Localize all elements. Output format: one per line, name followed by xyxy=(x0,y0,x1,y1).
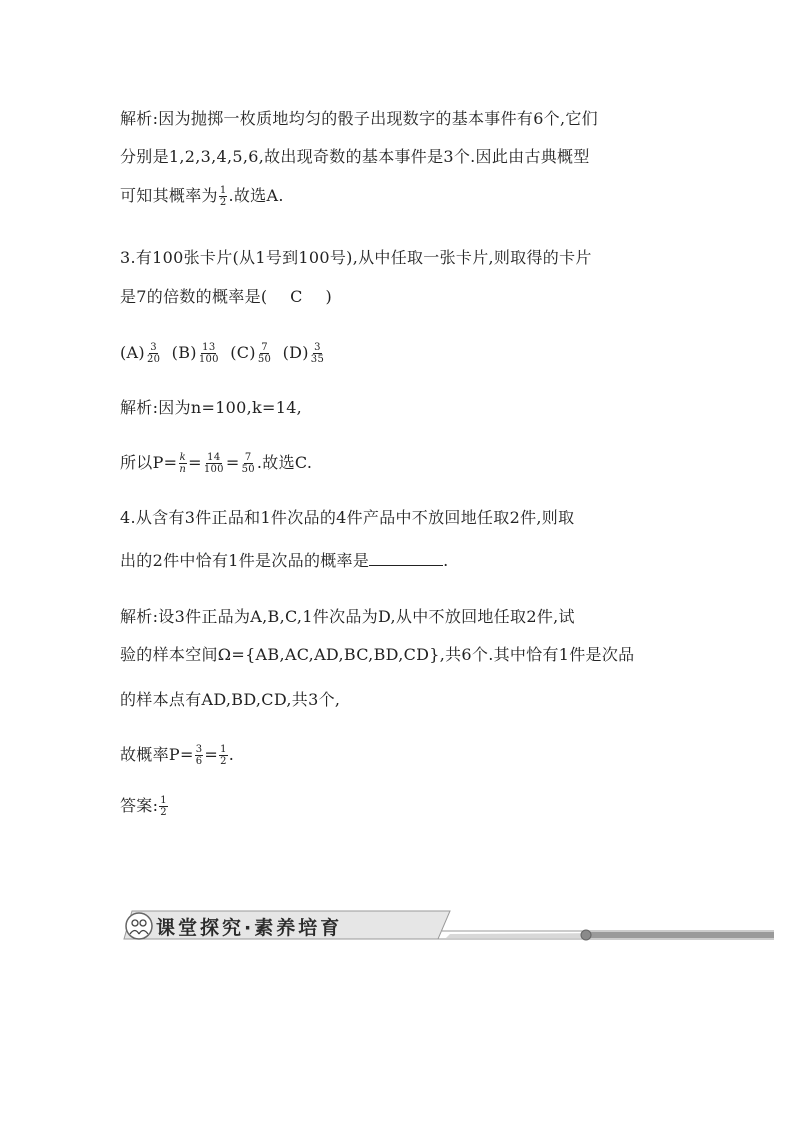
q3-analysis-line1: 解析:因为n=100,k=14, xyxy=(120,398,303,417)
option-b: (B) $\frac{13}{100}$ xyxy=(171,342,219,365)
q3-line2: 是7的倍数的概率是( C ) xyxy=(120,287,332,306)
q4-answer: 答案: $\frac{1}{2}$ xyxy=(120,795,167,818)
people-group-icon xyxy=(124,911,154,941)
q3-options xyxy=(120,342,330,365)
q4-analysis-line1: 解析:设3件正品为A,B,C,1件次品为D,从中不放回地任取2件,试 xyxy=(120,607,575,626)
answer-blank xyxy=(369,551,443,566)
q4-analysis-line3: 的样本点有AD,BD,CD,共3个, xyxy=(120,690,341,709)
option-d: (D) $\frac{3}{35}$ xyxy=(282,342,325,365)
q3-answer: C xyxy=(290,287,303,306)
q3-line1: 3.有100张卡片(从1号到100号),从中任取一张卡片,则取得的卡片 xyxy=(120,248,592,267)
q4-line2: 出的2件中恰有1件是次品的概率是 . xyxy=(120,551,449,570)
analysis-q2-line3: 可知其概率为 $\frac{1}{2}$ .故选A. xyxy=(120,185,284,208)
analysis-q2-line2: 分别是1,2,3,4,5,6,故出现奇数的基本事件是3个.因此由古典概型 xyxy=(120,147,590,166)
option-a: (A) $\frac{3}{20}$ xyxy=(120,342,161,365)
q4-analysis-line4: 故概率P= $\frac{3}{6}$ = $\frac{1}{2}$ . xyxy=(120,744,235,767)
banner-title: 课堂探究·素养培育 xyxy=(156,917,343,939)
option-c: (C) $\frac{7}{50}$ xyxy=(230,342,272,365)
q4-analysis-line2: 验的样本空间Ω={AB,AC,AD,BC,BD,CD},共6个.其中恰有1件是次品 xyxy=(120,645,635,664)
fraction: $\frac{1}{2}$ xyxy=(219,185,227,208)
section-banner xyxy=(120,905,774,945)
q4-line1: 4.从含有3件正品和1件次品的4件产品中不放回地任取2件,则取 xyxy=(120,508,575,527)
analysis-q2-line1: 解析:因为抛掷一枚质地均匀的骰子出现数字的基本事件有6个,它们 xyxy=(120,109,598,128)
q3-analysis-line2: 所以P= $\frac{k}{n}$ = $\frac{14}{100}$ = $\frac{7}{50}$ .故选C. xyxy=(120,452,313,475)
